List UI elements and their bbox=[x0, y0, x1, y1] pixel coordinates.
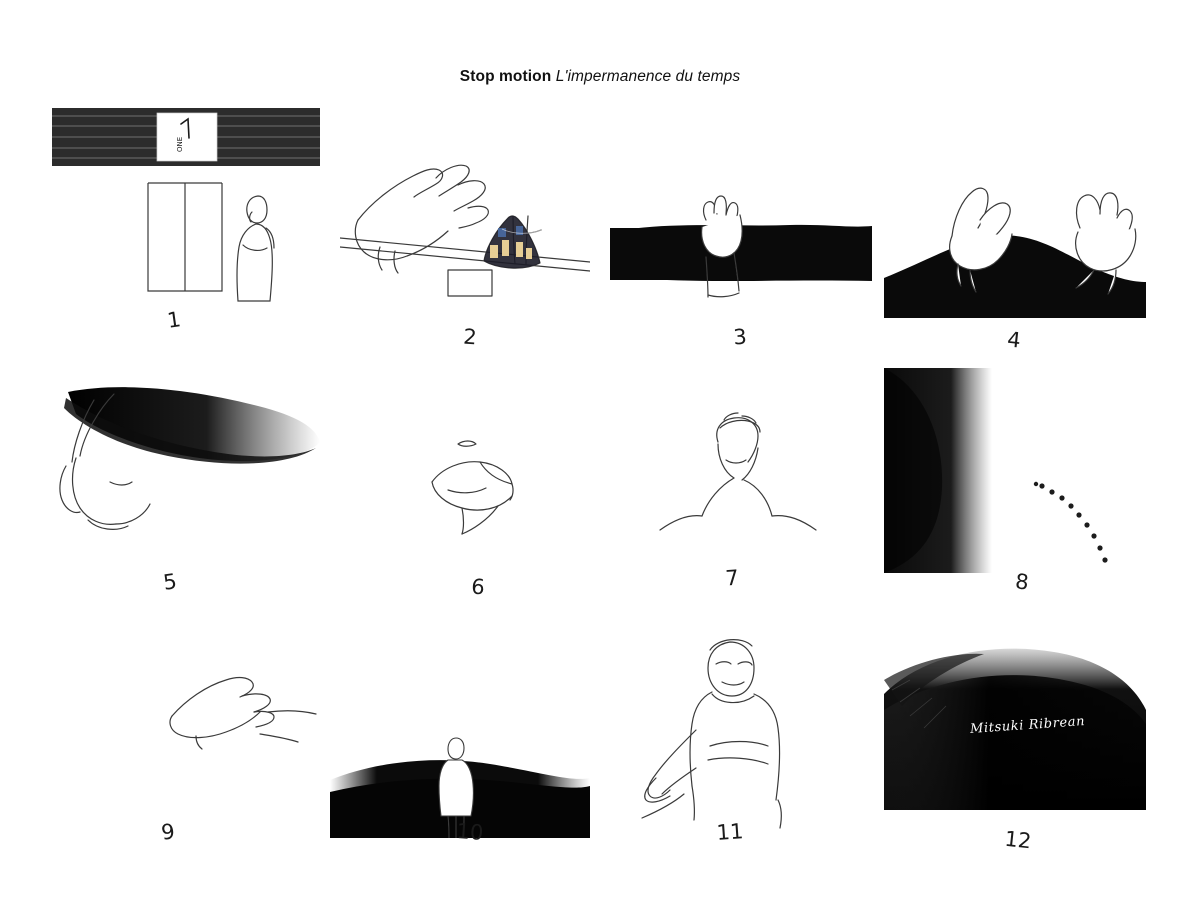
frame-caption-7: 7 bbox=[724, 565, 740, 591]
frame-caption-6: 6 bbox=[470, 574, 486, 600]
page-title bbox=[0, 68, 1200, 86]
frame-7 bbox=[640, 408, 830, 591]
frame-3 bbox=[610, 175, 872, 350]
frame-caption-11: 11 bbox=[715, 819, 745, 845]
frame-caption-2: 2 bbox=[462, 324, 478, 350]
frame-caption-10: 10 bbox=[455, 819, 485, 845]
frame-caption-12: 12 bbox=[1003, 826, 1033, 854]
frame-5 bbox=[58, 370, 323, 595]
frame-10 bbox=[330, 720, 590, 845]
frame-9 bbox=[150, 660, 320, 845]
frame-caption-1: 1 bbox=[165, 307, 183, 333]
frame-caption-5: 5 bbox=[161, 569, 179, 595]
page-title-italic: L'impermanence du temps bbox=[555, 68, 741, 85]
frame-8 bbox=[884, 368, 1144, 595]
frame-caption-8: 8 bbox=[1014, 569, 1030, 595]
frame-caption-4: 4 bbox=[1006, 327, 1022, 353]
page-title-strong: Stop motion bbox=[459, 68, 552, 85]
frame-2 bbox=[340, 150, 590, 350]
frame-1 bbox=[52, 108, 322, 333]
frame-6 bbox=[418, 420, 548, 600]
frame-caption-3: 3 bbox=[732, 324, 748, 350]
frame-caption-9: 9 bbox=[159, 819, 177, 845]
frame-4 bbox=[884, 170, 1146, 353]
svg-text:ONE: ONE bbox=[176, 136, 184, 152]
frame-11 bbox=[612, 620, 842, 845]
artist-signature: Mitsuki Ribrean bbox=[969, 714, 1086, 737]
frame-12 bbox=[884, 640, 1146, 854]
